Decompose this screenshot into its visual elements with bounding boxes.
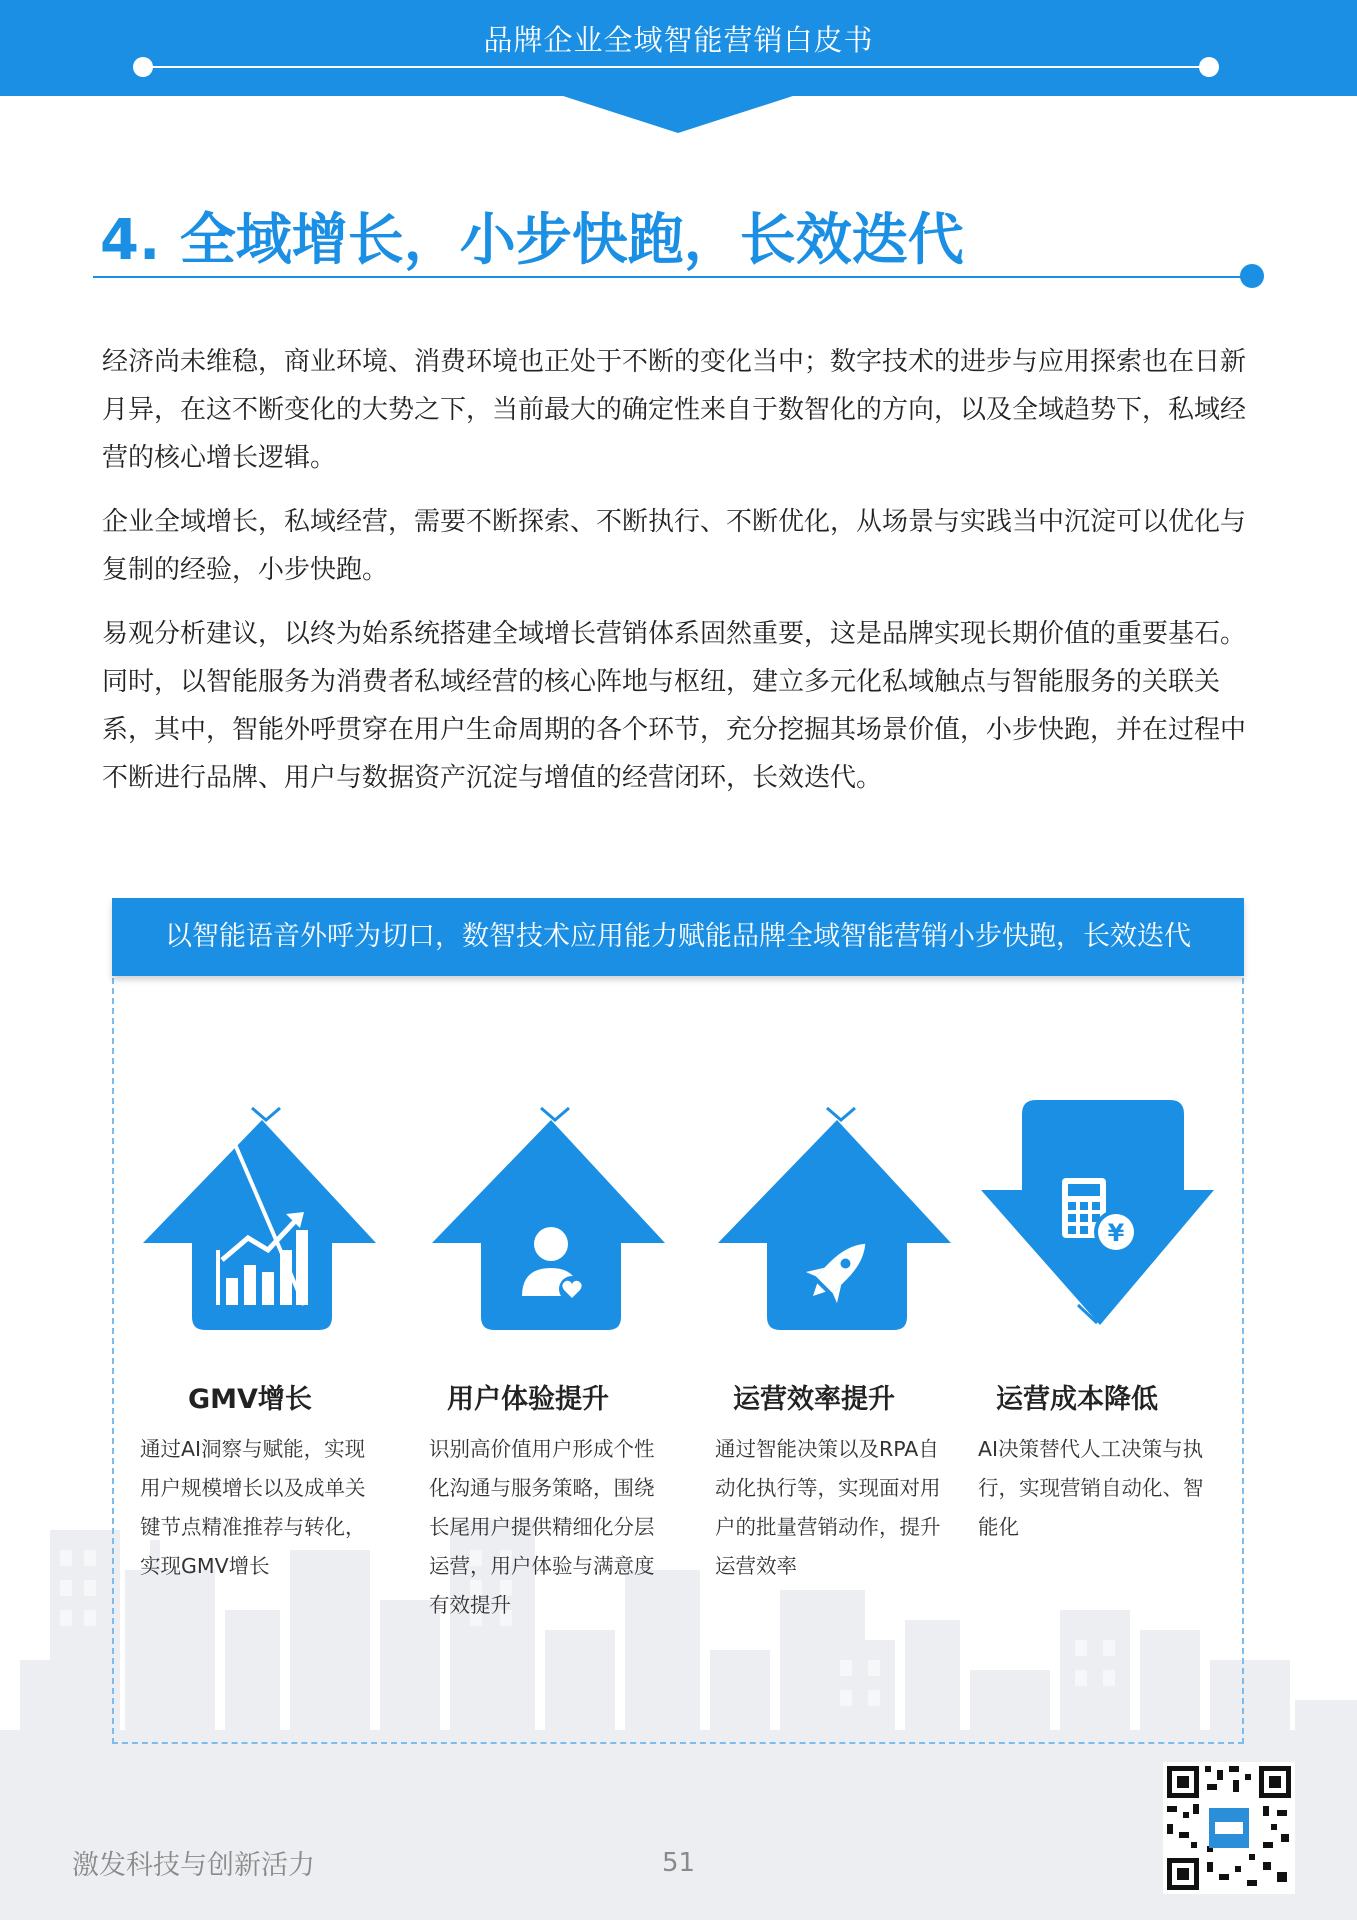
item-operation-efficiency-title: 运营效率提升 xyxy=(733,1384,895,1415)
item-cost-reduction-desc: AI决策替代人工决策与执行，实现营销自动化、智能化 xyxy=(978,1437,1204,1539)
svg-text:¥: ¥ xyxy=(1107,1219,1125,1247)
header-divider xyxy=(143,66,1209,68)
item-user-experience-desc: 识别高价值用户形成个性化沟通与服务策略，围绕长尾用户提供精细化分层运营，用户体验与满意度有效提升 xyxy=(429,1437,655,1617)
item-operation-efficiency-desc: 通过智能决策以及RPA自动化执行等，实现面对用户的批量营销动作，提升运营效率 xyxy=(715,1437,941,1578)
item-gmv-title: GMV增长 xyxy=(188,1384,312,1415)
section-title: 4. 全域增长，小步快跑，长效迭代 xyxy=(100,208,964,273)
header-right-dot xyxy=(1199,57,1219,77)
item-gmv-desc: 通过AI洞察与赋能，实现用户规模增长以及成单关键节点精准推荐与转化，实现GMV增长 xyxy=(140,1437,366,1578)
rocket-icon xyxy=(715,1100,959,1340)
panel-banner: 以智能语音外呼为切口，数智技术应用能力赋能品牌全域智能营销小步快跑，长效迭代 xyxy=(112,898,1244,976)
header-title: 品牌企业全域智能营销白皮书 xyxy=(483,23,874,57)
section-title-dot xyxy=(1240,264,1264,288)
user-heart-icon xyxy=(429,1100,673,1340)
paragraph-1: 经济尚未维稳，商业环境、消费环境也正处于不断的变化当中；数字技术的进步与应用探索也在日新月异，在这不断变化的大势之下，当前最大的确定性来自于数智化的方向，以及全域趋势下，私域经营的核心增长逻辑。 xyxy=(102,347,1247,473)
footer-slogan: 激发科技与创新活力 xyxy=(72,1850,315,1881)
growth-chart-icon xyxy=(140,1100,384,1340)
calculator-yuan-icon xyxy=(978,1100,1222,1340)
header-chevron xyxy=(560,95,796,133)
paragraph-3: 易观分析建议，以终为始系统搭建全域增长营销体系固然重要，这是品牌实现长期价值的重要基石。同时，以智能服务为消费者私域经营的核心阵地与枢纽，建立多元化私域触点与智能服务的关联关系，其中，智能外呼贯穿在用户生命周期的各个环节，充分挖掘其场景价值，小步快跑，并在过程中不断进行品牌、用户与数据资产沉淀与增值的经营闭环，长效迭代。 xyxy=(102,619,1247,793)
paragraph-2: 企业全域增长，私域经营，需要不断探索、不断执行、不断优化，从场景与实践当中沉淀可以优化与复制的经验，小步快跑。 xyxy=(102,507,1247,585)
item-cost-reduction-title: 运营成本降低 xyxy=(996,1384,1158,1415)
item-user-experience-title: 用户体验提升 xyxy=(447,1384,609,1415)
qr-code[interactable] xyxy=(1163,1762,1295,1894)
page-number: 51 xyxy=(662,1848,696,1878)
header-left-dot xyxy=(133,57,153,77)
header-band xyxy=(0,0,1357,96)
section-title-rule xyxy=(93,276,1253,278)
